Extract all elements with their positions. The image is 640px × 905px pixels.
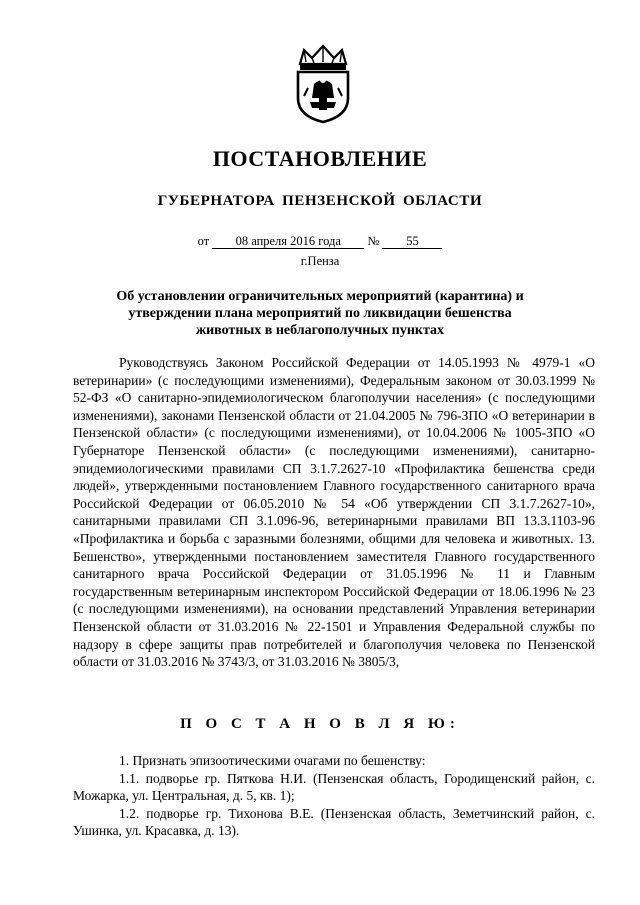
list-item: 1. Признать эпизоотическими очагами по бешенству: (119, 753, 426, 768)
date-number-line (0, 234, 640, 249)
document-number: 55 (382, 234, 442, 249)
decree-word: П О С Т А Н О В Л Я Ю: (180, 716, 460, 732)
number-prefix: № (367, 234, 380, 248)
document-city: г.Пенза (300, 254, 340, 268)
list-item: 1.1. подворье гр. Пяткова Н.И. (Пензенская область, Городищенский район, с. Можарка, ул. Центральная, д. 5, кв. 1); (73, 770, 595, 804)
date-prefix: от (197, 234, 210, 248)
document-issuer: ГУБЕРНАТОРА ПЕНЗЕНСКОЙ ОБЛАСТИ (157, 193, 483, 209)
document-heading: Об установлении ограничительных мероприятий (карантина) и утверждении плана мероприятий по ликвидации бешенства животных в неблагополучных пунктах (116, 289, 524, 338)
list-item: 1.2. подворье гр. Тихонова В.Е. (Пензенская область, Земетчинский район, с. Ушинка, ул. Красавка, д. 13). (73, 805, 595, 839)
preamble-paragraph: Руководствуясь Законом Российской Федерации от 14.05.1993 № 4979-1 «О ветеринарии» (с последующими изменениями), Федеральным законом от 30.03.1999 № 52-ФЗ «О санитарно-эпидемиологическом благополучии населения» (с последующими изменениями), законами Пензенской области от 21.04.2005 № 796-ЗПО «О ветеринарии в Пензенской области» (с последующими изменениями), от 10.04.2006 № 1005-ЗПО «О Губернаторе Пензенской области» (с последующими изменениями), санитарно-эпидемиологическими правилами СП 3.1.7.2627-10 «Профилактика бешенства среди людей», утвержденными постановлением Главного государственного санитарного врача Российской Федерации от 06.05.2010 № 54 «Об утверждении СП 3.1.7.2627-10», санитарными правилами СП 3.1.096-96, ветеринарными правилами ВП 13.3.1103-96 «Профилактика и борьба с заразными болезнями, общими для человека и животных. 13. Бешенство», утвержденными постановлением заместителя Главного государственного санитарного врача Российской Федерации от 31.05.1996 № 11 и Главным государственным ветеринарным инспектором Российской Федерации от 18.06.1996 № 23 (с последующими изменениями), на основании представлений Управления ветеринарии Пензенской области от 31.03.2016 № 22-1501 и Управления Федеральной службы по надзору в сфере защиты прав потребителей и благополучия человека по Пензенской области от 31.03.2016 № 3743/3, от 31.03.2016 № 3805/3, (73, 355, 595, 670)
decree-items (73, 752, 595, 840)
document-title: ПОСТАНОВЛЕНИЕ (212, 146, 428, 171)
document-date: 08 апреля 2016 года (212, 234, 364, 249)
penza-coat-of-arms-icon (290, 44, 356, 124)
